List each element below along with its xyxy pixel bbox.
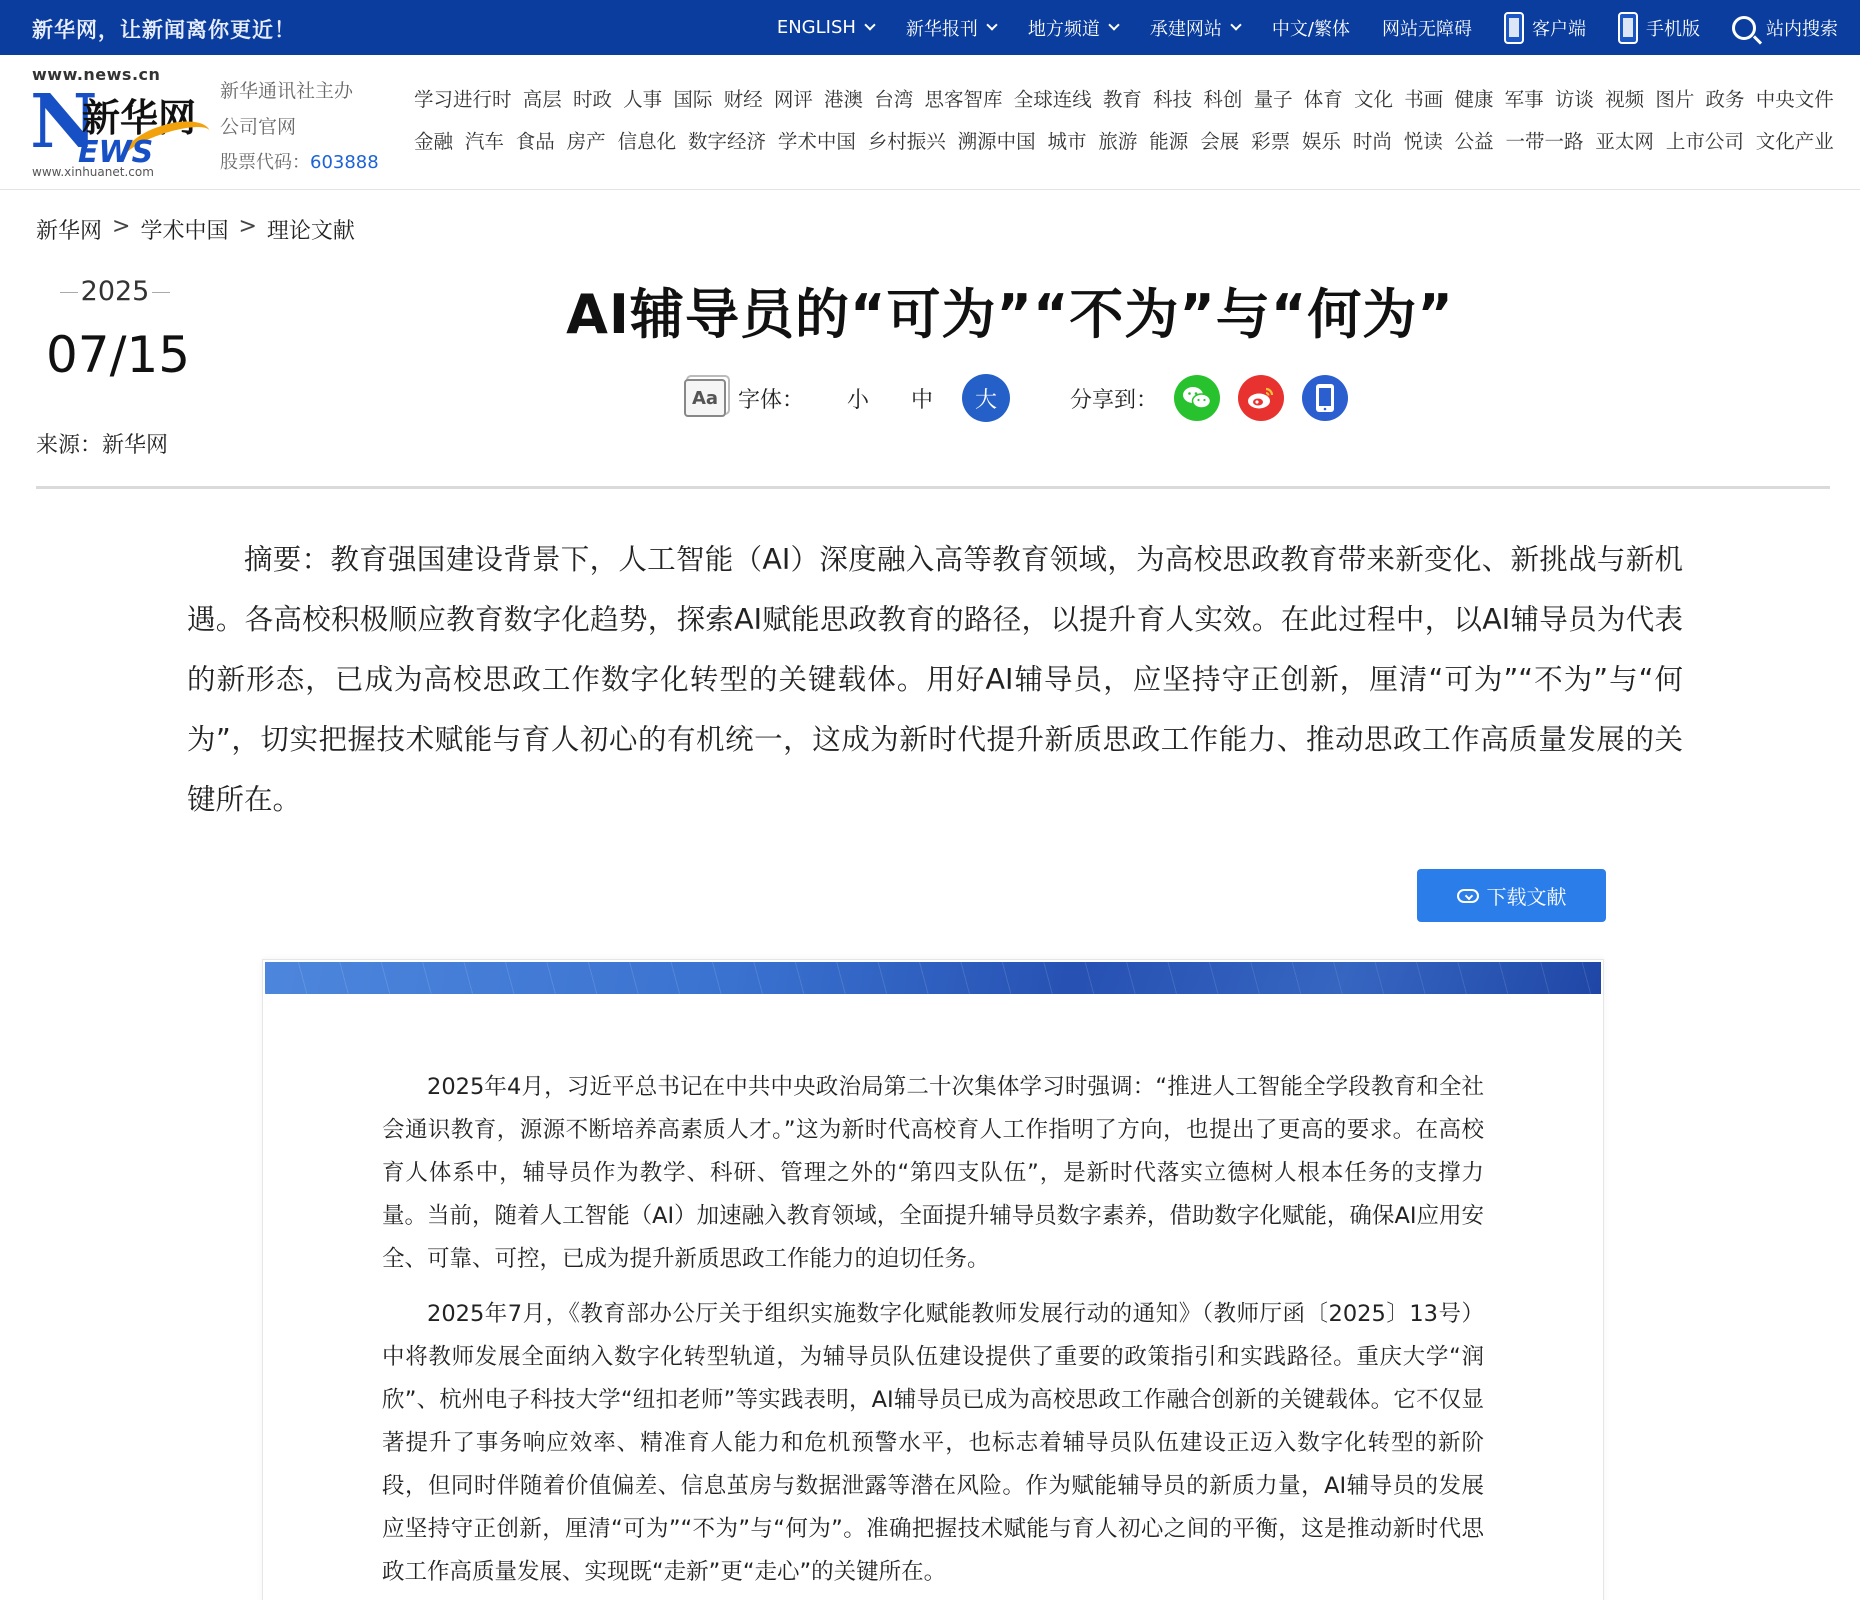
channel-link[interactable]: 量子 <box>1253 88 1293 111</box>
stock-code[interactable]: 603888 <box>310 152 379 173</box>
site-slogan: 新华网，让新闻离你更近！ <box>32 18 296 42</box>
channel-link[interactable]: 访谈 <box>1554 88 1594 111</box>
article-tools <box>684 373 1366 423</box>
channel-link[interactable]: 汽车 <box>464 130 504 153</box>
download-label: 下载文献 <box>1486 885 1567 909</box>
breadcrumb <box>36 214 355 245</box>
org-info <box>220 73 379 181</box>
channel-link[interactable]: 财经 <box>723 88 763 111</box>
channel-link[interactable]: 中央文件 <box>1755 88 1834 111</box>
channel-link[interactable]: 健康 <box>1454 88 1494 111</box>
channel-link[interactable]: 军事 <box>1504 88 1544 111</box>
nav-mobile-version[interactable]: 手机版 <box>1618 12 1700 44</box>
channel-link[interactable]: 书画 <box>1404 88 1444 111</box>
channel-link[interactable]: 城市 <box>1047 130 1087 153</box>
stock-code-line: 股票代码：603888 <box>220 152 379 173</box>
channel-link[interactable]: 文化 <box>1354 88 1394 111</box>
cloud-download-icon <box>1457 889 1479 903</box>
document-paragraph-1: 2025年4月，习近平总书记在中共中央政治局第二十次集体学习时强调：“推进人工智能全学段教育和全社会通识教育，源源不断培养高素质人才。”这为新时代高校育人工作指明了方向，也提出了更高的要求。在高校育人体系中，辅导员作为教学、科研、管理之外的“第四支队伍”，是新时代落实立德树人根本任务的支撑力量。当前，随着人工智能（AI）加速融入教育领域，全面提升辅导员数字素养，借助数字化赋能，确保AI应用安全、可靠、可控，已成为提升新质思政工作能力的迫切任务。 <box>382 1074 1484 1272</box>
search-icon <box>1732 16 1756 40</box>
channel-link[interactable]: 溯源中国 <box>957 130 1036 153</box>
font-size-large[interactable]: 大 <box>962 374 1010 422</box>
channel-link[interactable]: 一带一路 <box>1505 130 1584 153</box>
channel-link[interactable]: 亚太网 <box>1595 130 1654 153</box>
channel-link[interactable]: 科创 <box>1203 88 1243 111</box>
publish-year: 2025 <box>60 276 170 307</box>
top-nav <box>745 0 1838 55</box>
app-phone-icon <box>1504 12 1524 44</box>
chevron-down-icon <box>864 19 875 30</box>
download-document-button[interactable] <box>1417 869 1606 922</box>
channel-link[interactable]: 能源 <box>1149 130 1189 153</box>
mobile-phone-icon <box>1618 12 1638 44</box>
chevron-down-icon <box>986 19 997 30</box>
channel-link[interactable]: 房产 <box>566 130 606 153</box>
channel-link[interactable]: 教育 <box>1102 88 1142 111</box>
channel-link[interactable]: 体育 <box>1303 88 1343 111</box>
channel-link[interactable]: 学术中国 <box>777 130 856 153</box>
channel-link[interactable]: 时尚 <box>1352 130 1392 153</box>
weibo-icon[interactable] <box>1238 375 1284 421</box>
channel-link[interactable]: 图片 <box>1655 88 1695 111</box>
nav-hosted-sites[interactable]: 承建网站 <box>1150 15 1240 41</box>
channel-link[interactable]: 数字经济 <box>687 130 766 153</box>
channel-link[interactable]: 国际 <box>673 88 713 111</box>
breadcrumb-separator: > <box>112 214 131 239</box>
font-label: 字体： <box>738 387 805 413</box>
channel-link[interactable]: 彩票 <box>1251 130 1291 153</box>
channel-link[interactable]: 网评 <box>773 88 813 111</box>
article-title: AI辅导员的“可为”“不为”与“何为” <box>566 283 1454 346</box>
nav-simplified-traditional[interactable]: 中文/繁体 <box>1271 18 1350 40</box>
article-source: 来源：新华网 <box>36 433 169 458</box>
logo-letter-n: N <box>30 79 98 165</box>
channel-link[interactable]: 悦读 <box>1403 130 1443 153</box>
channel-link[interactable]: 娱乐 <box>1301 130 1341 153</box>
publish-date: 07/15 <box>46 326 191 384</box>
channel-row-1 <box>414 77 1834 119</box>
nav-english[interactable]: ENGLISH <box>777 17 874 38</box>
channel-link[interactable]: 学习进行时 <box>414 88 512 111</box>
wechat-icon[interactable] <box>1174 375 1220 421</box>
channel-link[interactable]: 视频 <box>1605 88 1645 111</box>
mobile-glyph <box>1314 383 1336 413</box>
channel-link[interactable]: 人事 <box>623 88 663 111</box>
channel-link[interactable]: 金融 <box>414 130 454 153</box>
article-abstract: 摘要：教育强国建设背景下，人工智能（AI）深度融入高等教育领域，为高校思政教育带来新变化、新挑战与新机遇。各高校积极顺应教育数字化趋势，探索AI赋能思政教育的路径，以提升育人实效。在此过程中，以AI辅导员为代表的新形态，已成为高校思政工作数字化转型的关键载体。用好AI辅导员，应坚持守正创新，厘清“可为”“不为”与“何为”，切实把握技术赋能与育人初心的有机统一，这成为新时代提升新质思政工作能力、推动思政工作高质量发展的关键所在。 <box>187 543 1683 816</box>
logo-cn-name: 新华网 <box>82 96 197 140</box>
document-panel <box>262 959 1604 1600</box>
channel-nav <box>414 77 1834 161</box>
channel-link[interactable]: 会展 <box>1200 130 1240 153</box>
channel-link[interactable]: 科技 <box>1153 88 1193 111</box>
nav-client-app[interactable]: 客户端 <box>1504 12 1586 44</box>
channel-link[interactable]: 高层 <box>522 88 562 111</box>
chevron-down-icon <box>1108 19 1119 30</box>
breadcrumb-theory-docs[interactable]: 理论文献 <box>266 219 355 244</box>
channel-link[interactable]: 文化产业 <box>1755 130 1834 153</box>
top-bar <box>0 0 1860 55</box>
channel-link[interactable]: 全球连线 <box>1013 88 1092 111</box>
site-header <box>0 55 1860 190</box>
channel-link[interactable]: 台湾 <box>874 88 914 111</box>
chevron-down-icon <box>1230 19 1241 30</box>
breadcrumb-home[interactable]: 新华网 <box>36 219 103 244</box>
logo-url-bottom: www.xinhuanet.com <box>32 165 154 179</box>
channel-row-2 <box>414 119 1834 161</box>
mobile-icon[interactable] <box>1302 375 1348 421</box>
channel-link[interactable]: 时政 <box>572 88 612 111</box>
channel-link[interactable]: 公益 <box>1454 130 1494 153</box>
wechat-glyph <box>1182 385 1212 411</box>
channel-link[interactable]: 旅游 <box>1098 130 1138 153</box>
document-body <box>382 1066 1484 1600</box>
font-size-medium[interactable]: 中 <box>911 387 934 413</box>
nav-local-channels[interactable]: 地方频道 <box>1028 15 1118 41</box>
document-paragraph-2: 2025年7月，《教育部办公厅关于组织实施数字化赋能教师发展行动的通知》（教师厅函〔2025〕13号）中将教师发展全面纳入数字化转型轨道，为辅导员队伍建设提供了重要的政策指引和实践路径。重庆大学“润欣”、杭州电子科技大学“纽扣老师”等实践表明，AI辅导员已成为高校思政工作融合创新的关键载体。它不仅显著提升了事务响应效率、精准育人能力和危机预警水平，也标志着辅导员队伍建设正迈入数字化转型的新阶段，但同时伴随着价值偏差、信息茧房与数据泄露等潜在风险。作为赋能辅导员的新质力量，AI辅导员的发展应坚持守正创新，厘清“可为”“不为”与“何为”。准确把握技术赋能与育人初心之间的平衡，这是推动新时代思政工作高质量发展、实现既“走新”更“走心”的关键所在。 <box>382 1301 1484 1585</box>
channel-link[interactable]: 政务 <box>1705 88 1745 111</box>
channel-link[interactable]: 港澳 <box>824 88 864 111</box>
nav-site-search[interactable]: 站内搜索 <box>1732 15 1838 41</box>
channel-link[interactable]: 乡村振兴 <box>867 130 946 153</box>
nav-xinhua-newspapers[interactable]: 新华报刊 <box>906 15 996 41</box>
weibo-glyph <box>1246 385 1276 411</box>
channel-link[interactable]: 信息化 <box>617 130 677 153</box>
document-header-band <box>265 962 1601 994</box>
org-line-1: 新华通讯社主办 <box>220 80 354 102</box>
font-size-small[interactable]: 小 <box>847 387 870 413</box>
share-label: 分享到： <box>1070 387 1159 413</box>
header-divider <box>36 486 1830 489</box>
font-size-icon: Aa <box>684 379 726 417</box>
org-line-2: 公司官网 <box>220 116 297 138</box>
channel-link[interactable]: 思客智库 <box>924 88 1003 111</box>
channel-link[interactable]: 上市公司 <box>1665 130 1744 153</box>
xinhua-logo[interactable] <box>30 65 210 183</box>
breadcrumb-separator: > <box>238 214 257 239</box>
logo-ews: EWS <box>78 135 154 170</box>
nav-accessibility[interactable]: 网站无障碍 <box>1382 18 1472 40</box>
breadcrumb-academic-china[interactable]: 学术中国 <box>140 219 229 244</box>
logo-url-top: www.news.cn <box>32 65 161 84</box>
channel-link[interactable]: 食品 <box>515 130 555 153</box>
